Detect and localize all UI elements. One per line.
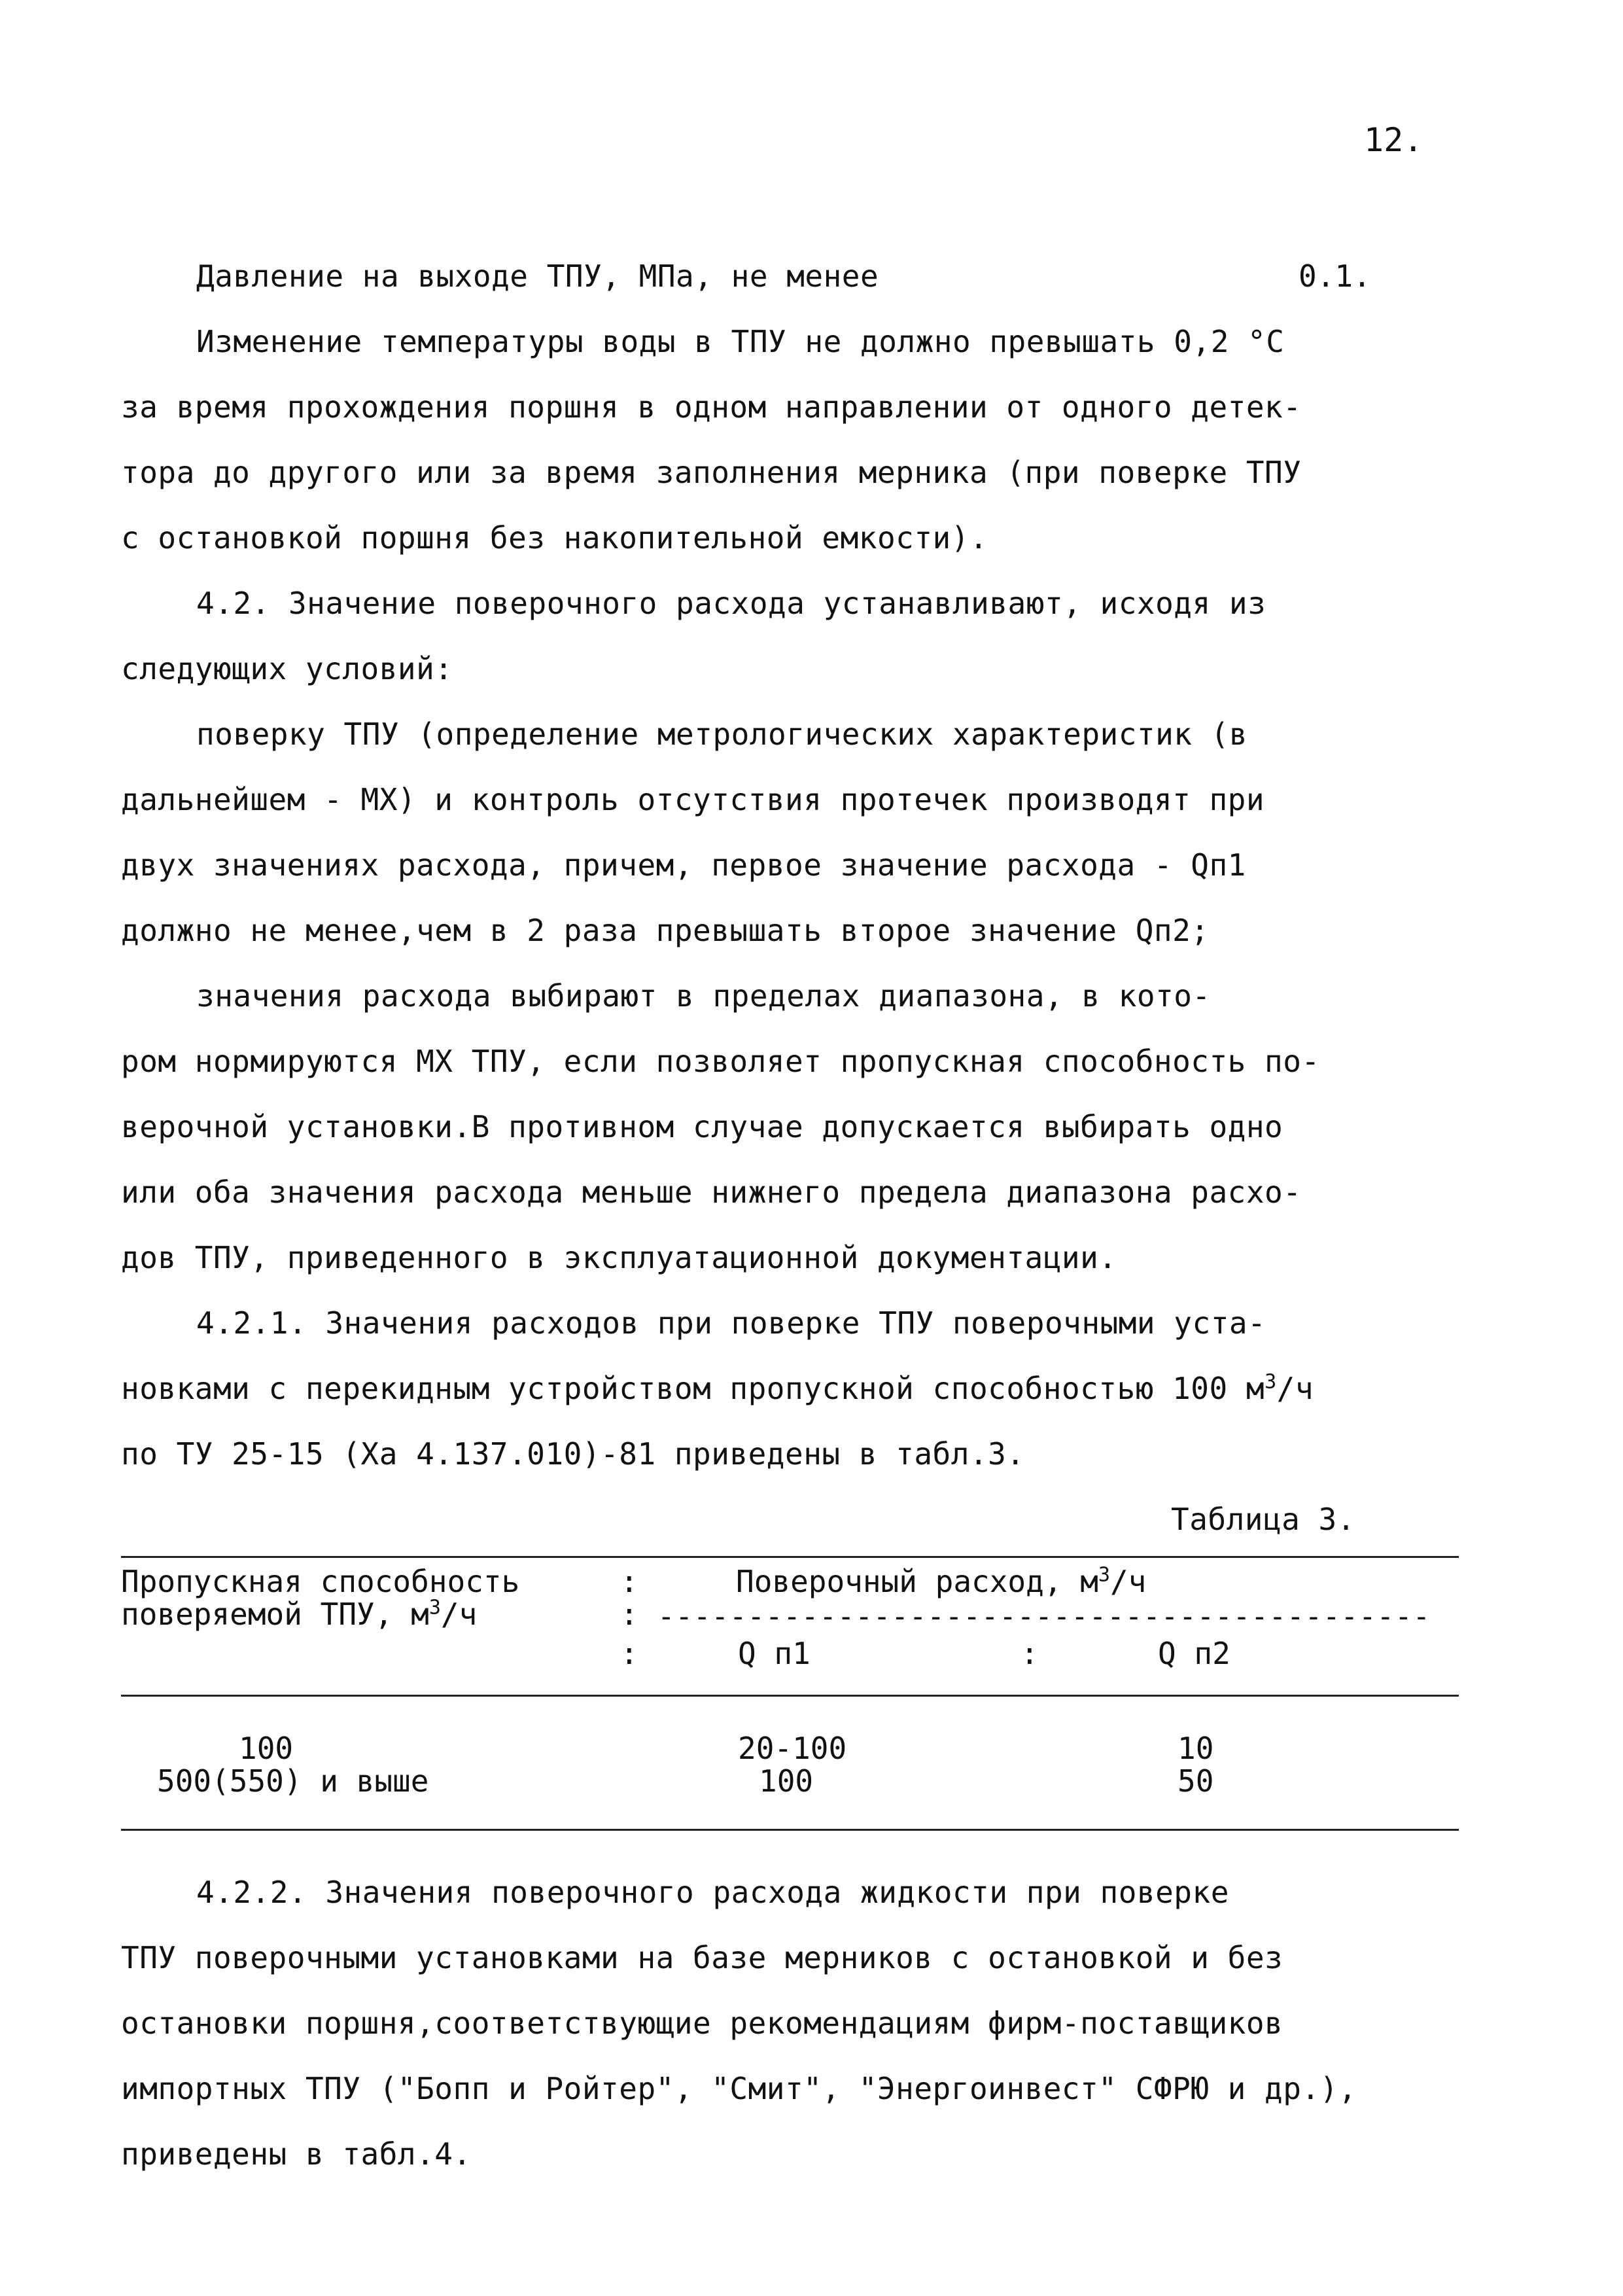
text-line: остановки поршня,соответствующие рекомендациям фирм-поставщиков [121, 2005, 1283, 2041]
text-line: значения расхода выбирают в пределах диапазона, в кото- [196, 978, 1211, 1014]
text-line: импортных ТПУ ("Бопп и Ройтер", "Смит", "Энергоинвест" СФРЮ и др.), [121, 2071, 1357, 2106]
table-top-rule [121, 1556, 1459, 1558]
column-separator: : [1021, 1636, 1039, 1671]
header-qp2: Q п2 [1158, 1636, 1230, 1671]
cell-qp2: 10 [1178, 1731, 1214, 1766]
text-line: за время прохождения поршня в одном направлении от одного детек- [121, 389, 1302, 425]
superscript: 3 [1265, 1370, 1277, 1394]
column-separator: : [620, 1564, 638, 1599]
text-segment: /ч [1276, 1371, 1314, 1406]
text-line: дальнейшем - МХ) и контроль отсутствия протечек производят при [121, 782, 1265, 817]
text-line: следующих условий: [121, 651, 453, 686]
text-segment: новками с перекидным устройством пропускной способностью 100 м [121, 1371, 1265, 1406]
page-number: 12. [1364, 121, 1423, 159]
text-line [121, 1371, 1314, 1406]
pressure-value: 0.1. [1299, 258, 1371, 294]
header-flow-group [736, 1564, 1146, 1599]
superscript: 3 [428, 1596, 441, 1619]
header-capacity-line1: Пропускная способность [121, 1564, 520, 1599]
text-line: 4.2. Значение поверочного расхода устанавливают, исходя из [196, 586, 1266, 621]
cell-capacity: 500(550) и выше [157, 1763, 429, 1799]
text-segment: /ч [1109, 1564, 1147, 1599]
text-line: дов ТПУ, приведенного в эксплуатационной документации. [121, 1240, 1117, 1275]
text-line: ром нормируются МХ ТПУ, если позволяет пропускная способность по- [121, 1044, 1320, 1079]
text-line: поверку ТПУ (определение метрологических характеристик (в [196, 716, 1248, 752]
pressure-label: Давление на выходе ТПУ, МПа, не менее [196, 258, 879, 294]
text-line: приведены в табл.4. [121, 2136, 472, 2172]
text-line: или оба значения расхода меньше нижнего предела диапазона расхо- [121, 1174, 1302, 1210]
text-line: 4.2.2. Значения поверочного расхода жидкости при поверке [196, 1875, 1229, 1910]
text-line: тора до другого или за время заполнения мерника (при поверке ТПУ [121, 455, 1302, 490]
cell-capacity: 100 [239, 1731, 294, 1766]
superscript: 3 [1098, 1563, 1110, 1587]
text-segment: /ч [440, 1597, 478, 1632]
text-line: ТПУ поверочными установками на базе мерников с остановкой и без [121, 1940, 1283, 1975]
cell-qp1: 20-100 [738, 1731, 847, 1766]
header-qp1: Q п1 [738, 1636, 811, 1671]
text-line: 4.2.1. Значения расходов при поверке ТПУ поверочными уста- [196, 1305, 1266, 1341]
column-separator: : [620, 1636, 638, 1671]
text-segment: поверяемой ТПУ, м [121, 1597, 429, 1632]
text-line: двух значениях расхода, причем, первое значение расхода - Qп1 [121, 847, 1246, 883]
text-line: верочной установки.В противном случае допускается выбирать одно [121, 1109, 1283, 1144]
header-dash-line: ------------------------------------------- [657, 1600, 1431, 1633]
text-line: по ТУ 25-15 (Ха 4.137.010)-81 приведены в табл.3. [121, 1436, 1025, 1472]
table-header-rule [121, 1695, 1459, 1697]
column-separator: : [620, 1597, 638, 1632]
table-caption: Таблица 3. [1171, 1502, 1355, 1537]
text-line: Изменение температуры воды в ТПУ не должно превышать 0,2 °C [196, 324, 1285, 359]
cell-qp1: 100 [759, 1763, 814, 1799]
text-line: должно не менее,чем в 2 раза превышать второе значение Qп2; [121, 913, 1210, 948]
text-segment: Поверочный расход, м [736, 1564, 1098, 1599]
cell-qp2: 50 [1178, 1763, 1214, 1799]
table-bottom-rule [121, 1829, 1459, 1831]
header-capacity-line2 [121, 1597, 477, 1632]
text-line: с остановкой поршня без накопительной емкости). [121, 520, 988, 556]
